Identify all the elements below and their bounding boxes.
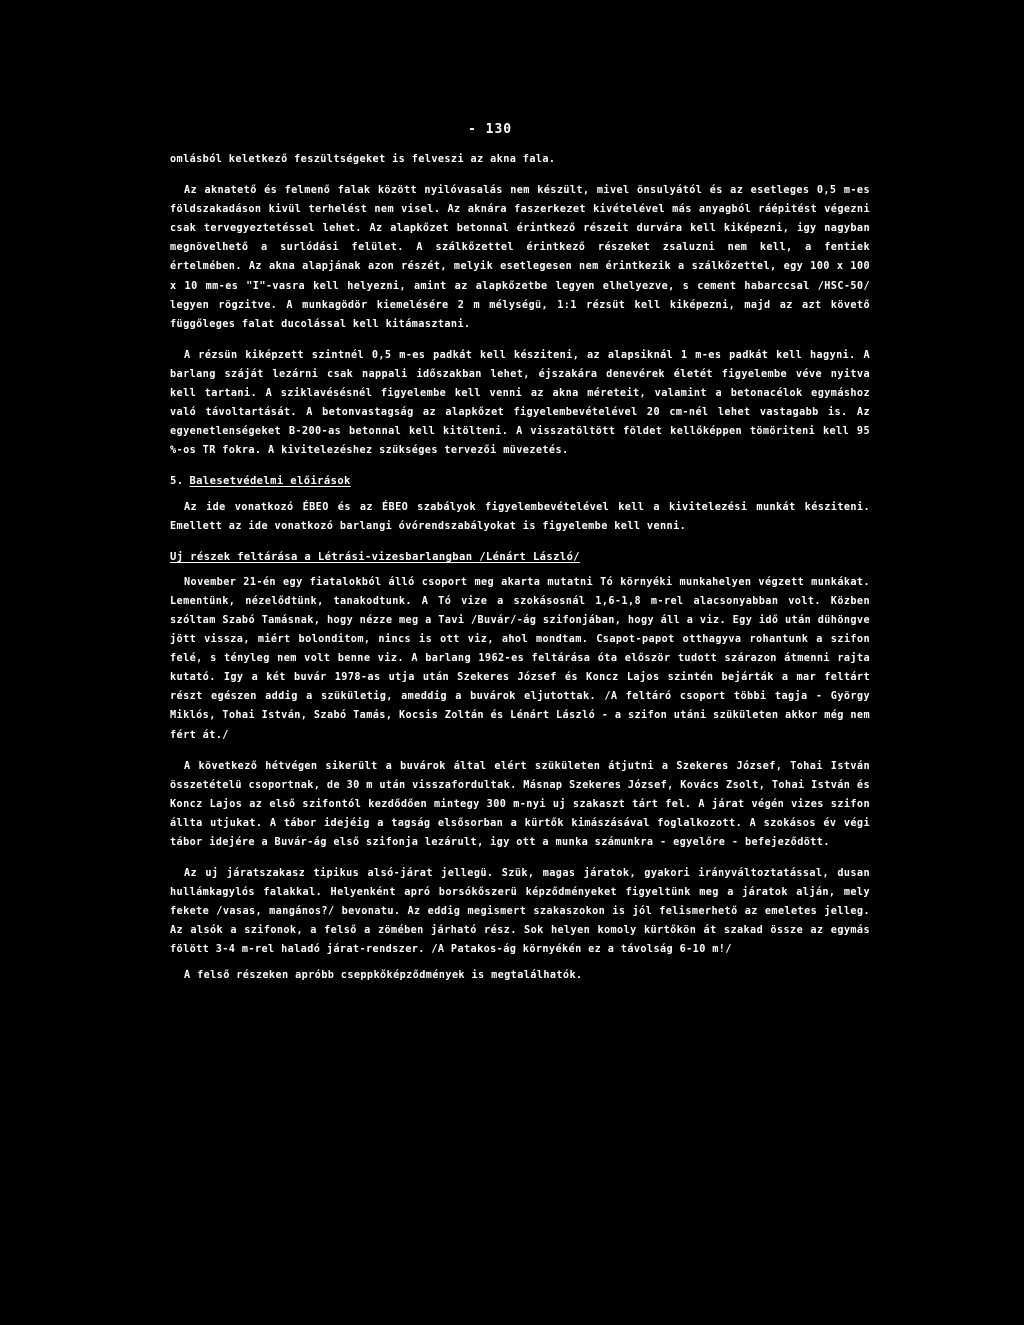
section-5-heading — [170, 472, 870, 491]
section-5-number: 5. — [170, 475, 184, 488]
paragraph-aknateto: Az aknatető és felmenő falak között nyilóvasalás nem készült, mivel önsulyától és az esetleges 0,5 m-es földszakadáson kivül terhelést nem visel. Az aknára faszerkezet kivételével más anyagból ráépitést végezni csak tervegyeztetéssel lehet. Az alapkőzet betonnal érintkező részeit durvára kell kiképezni, igy nagyban megnövelhető a surlódási felület. A szálkőzettel érintkező részeket zsaluzni nem kell, a fentiek értelmében. Az akna alapjának azon részét, melyik esetlegesen nem érintkezik a szálkőzettel, egy 100 x 100 x 10 mm-es "I"-vasra kell helyezni, amint az alapkőzetbe legyen elhelyezve, s cement habarccsal /HSC-50/ legyen rögzitve. A munkagödör kiemelésére 2 m mélységü, 1:1 rézsüt kell kiképezni, majd az azt követő függőleges falat ducolással kell kitámasztani. — [170, 185, 870, 330]
article-paragraph-2: A következő hétvégen sikerült a buvárok által elért szükületen átjutni a Szekeres József, Tohai István összetételü csoportnak, de 30 m után visszafordultak. Másnap Szekeres József, Kovács Zsolt, Tohai István és Koncz Lajos az első szifontól kezdődően mintegy 300 m-nyi uj szakaszt tárt fel. A járat végén vizes szifon állta utjukat. A tábor idejéig a tagság elsősorban a kürtők kimászásával foglalkozott. A szokásos év végi tábor idejére a Buvár-ág első szifonja lezárult, igy ott a munka számunkra - egyelőre - befejeződött. — [170, 760, 870, 848]
article-paragraph-1: November 21-én egy fiatalokból álló csoport meg akarta mutatni Tó környéki munkahelyen végzett munkákat. Lementünk, nézelődtünk, tanakodtunk. A Tó vize a szokásosnál 1,6-1,8 m-rel alacsonyabban volt. Közben szóltam Szabó Tamásnak, hogy nézze meg a Tavi /Buvár/-ág szifonjában, hogy áll a viz. Egy idő után dühöngve jött vissza, miért bolonditom, nincs is ott viz, ahol mondtam. Csapot-papot otthagyva rohantunk a szifon felé, s tényleg nem volt benne viz. A barlang 1962-es feltárása óta először tudott szárazon átmenni rajta kutató. Igy a két buvár 1978-as utja után Szekeres József és Koncz Lajos szintén bejárták a mar feltárt részt egészen addig a szükületig, ameddig a buvárok eljutottak. /A feltáró csoport többi tagja - György Miklós, Tohai István, Szabó Tamás, Kocsis Zoltán és Lénárt László - a szifon utáni szükületen akkor még nem fért át./ — [170, 576, 870, 741]
section-5-paragraph: Az ide vonatkozó ÉBEO és az ÉBEO szabályok figyelembevételével kell a kivitelezési munkát késziteni. Emellett az ide vonatkozó barlangi óvórendszabályokat is figyelembe kell venni. — [170, 501, 870, 532]
document-body — [170, 150, 870, 985]
page-number: - 130 — [468, 122, 513, 137]
paragraph-continuation: omlásból keletkező feszültségeket is felveszi az akna fala. — [170, 154, 556, 165]
paragraph-rezsun: A rézsün kiképzett szintnél 0,5 m-es padkát kell késziteni, az alapsiknál 1 m-es padkát kell hagyni. A barlang száját lezárni csak nappali időszakban lehet, éjszakára denevérek életét figyelembe véve nyitva kell tartani. A sziklavésésnél figyelembe kell venni az akna méreteit, valamint a betonacélok egymáshoz való távoltartását. A betonvastagság az alapkőzet figyelembevételével 20 cm-nél lehet vastagabb is. Az egyenetlenségeket B-200-as betonnal kell kitölteni. A visszatöltött földet kellőképpen tömöriteni kell 95 %-os TR fokra. A kivitelezéshez szükséges tervezői müvezetés. — [170, 349, 870, 457]
article-paragraph-4: A felső részeken apróbb cseppkőképződmények is megtalálhatók. — [184, 969, 583, 981]
section-5-title: Balesetvédelmi előirások — [189, 475, 351, 488]
article-paragraph-3: Az uj járatszakasz tipikus alsó-járat jellegü. Szük, magas járatok, gyakori irányváltoztatással, dusan hullámkagylós falakkal. Helyenként apró borsókőszerü képződményeket figyeltünk meg a járatok alján, mely fekete /vasas, mangános?/ bevonatu. Az eddig megismert szakaszokon is jól felismerhető az emeletes jelleg. Az alsók a szifonok, a felső a zömében járható rész. Sok helyen komoly kürtőkön át szakad össze az egymás fölött 3-4 m-rel haladó járat-rendszer. /A Patakos-ág környékén ez a távolság 6-10 m!/ — [170, 868, 870, 956]
article-title: Uj részek feltárása a Létrási-vizesbarlangban /Lénárt László/ — [170, 550, 581, 563]
article-heading — [170, 548, 870, 567]
